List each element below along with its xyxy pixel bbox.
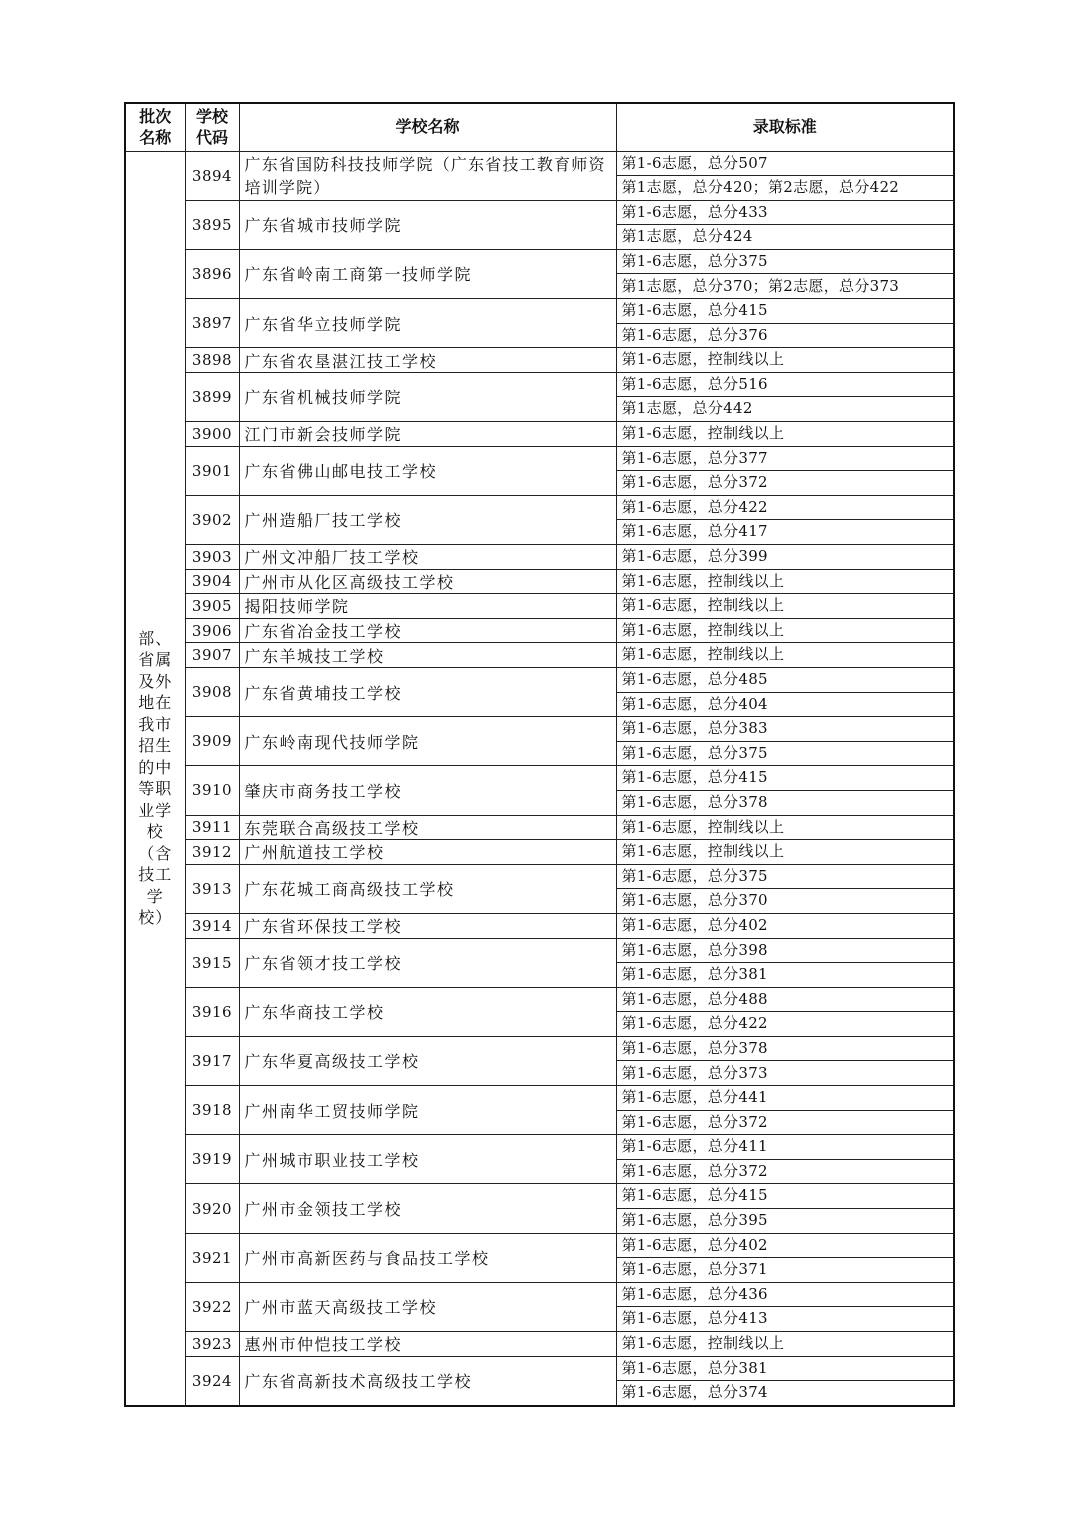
school-code: 3915 bbox=[185, 938, 239, 987]
admission-standard: 第1-6志愿，总分374 bbox=[616, 1381, 954, 1406]
admission-standard: 第1-6志愿，总分422 bbox=[616, 495, 954, 520]
table-row bbox=[125, 1036, 954, 1061]
admission-standard: 第1-6志愿，控制线以上 bbox=[616, 594, 954, 619]
admission-standard: 第1-6志愿，总分415 bbox=[616, 1184, 954, 1209]
school-code: 3924 bbox=[185, 1356, 239, 1406]
admission-standard: 第1-6志愿，控制线以上 bbox=[616, 1332, 954, 1357]
table-row bbox=[125, 1233, 954, 1258]
admission-standard: 第1-6志愿，总分398 bbox=[616, 938, 954, 963]
school-name: 广东省冶金技工学校 bbox=[239, 618, 616, 643]
school-code: 3905 bbox=[185, 594, 239, 619]
admission-standard: 第1-6志愿，总分485 bbox=[616, 667, 954, 692]
admission-standard: 第1-6志愿，总分381 bbox=[616, 1356, 954, 1381]
admission-standard: 第1-6志愿，控制线以上 bbox=[616, 422, 954, 447]
school-name: 广东省高新技术高级技工学校 bbox=[239, 1356, 616, 1406]
school-name: 广东花城工商高级技工学校 bbox=[239, 864, 616, 913]
admission-standard: 第1-6志愿，总分516 bbox=[616, 372, 954, 397]
school-code: 3894 bbox=[185, 151, 239, 200]
school-code: 3920 bbox=[185, 1184, 239, 1233]
school-code: 3909 bbox=[185, 717, 239, 766]
school-name: 广东省环保技工学校 bbox=[239, 913, 616, 938]
header-name: 学校名称 bbox=[239, 103, 616, 151]
school-name: 广东省国防科技技师学院（广东省技工教育师资培训学院） bbox=[239, 151, 616, 200]
school-name: 广东岭南现代技师学院 bbox=[239, 717, 616, 766]
school-code: 3918 bbox=[185, 1086, 239, 1135]
table-row bbox=[125, 1356, 954, 1381]
table-row bbox=[125, 643, 954, 668]
school-code: 3907 bbox=[185, 643, 239, 668]
header-batch: 批次名称 bbox=[125, 103, 185, 151]
school-code: 3912 bbox=[185, 840, 239, 865]
admission-standard: 第1-6志愿，总分402 bbox=[616, 1233, 954, 1258]
admission-standard: 第1-6志愿，总分381 bbox=[616, 963, 954, 988]
school-code: 3900 bbox=[185, 422, 239, 447]
header-code: 学校代码 bbox=[185, 103, 239, 151]
school-code: 3921 bbox=[185, 1233, 239, 1282]
table-row bbox=[125, 815, 954, 840]
admission-standard: 第1-6志愿，总分375 bbox=[616, 741, 954, 766]
school-name: 广东省农垦湛江技工学校 bbox=[239, 348, 616, 373]
table-row bbox=[125, 1282, 954, 1307]
table-row bbox=[125, 938, 954, 963]
table-row bbox=[125, 618, 954, 643]
admission-standard: 第1-6志愿，总分411 bbox=[616, 1135, 954, 1160]
admission-standard: 第1-6志愿，总分415 bbox=[616, 299, 954, 324]
admission-standard: 第1-6志愿，总分433 bbox=[616, 200, 954, 225]
table-row bbox=[125, 913, 954, 938]
admission-standard: 第1-6志愿，总分507 bbox=[616, 151, 954, 176]
table-row bbox=[125, 200, 954, 225]
school-code: 3908 bbox=[185, 667, 239, 716]
admission-standard: 第1-6志愿，控制线以上 bbox=[616, 618, 954, 643]
school-name: 广东省领才技工学校 bbox=[239, 938, 616, 987]
header-standard: 录取标准 bbox=[616, 103, 954, 151]
table-row bbox=[125, 422, 954, 447]
admission-standard: 第1-6志愿，总分372 bbox=[616, 1110, 954, 1135]
table-row bbox=[125, 1184, 954, 1209]
admission-standard: 第1-6志愿，总分378 bbox=[616, 790, 954, 815]
admission-standard: 第1-6志愿，总分417 bbox=[616, 520, 954, 545]
table-row bbox=[125, 667, 954, 692]
admission-standard: 第1-6志愿，总分441 bbox=[616, 1086, 954, 1111]
admission-standard: 第1-6志愿，总分436 bbox=[616, 1282, 954, 1307]
school-name: 东莞联合高级技工学校 bbox=[239, 815, 616, 840]
admission-standard: 第1-6志愿，总分370 bbox=[616, 889, 954, 914]
school-name: 肇庆市商务技工学校 bbox=[239, 766, 616, 815]
school-name: 广州文冲船厂技工学校 bbox=[239, 545, 616, 570]
admission-standard: 第1-6志愿，总分383 bbox=[616, 717, 954, 742]
school-code: 3922 bbox=[185, 1282, 239, 1331]
school-name: 江门市新会技师学院 bbox=[239, 422, 616, 447]
school-code: 3914 bbox=[185, 913, 239, 938]
batch-name-cell: 部、省属及外地在我市招生的中等职业学校（含技工学校） bbox=[125, 151, 185, 1406]
admission-standard: 第1志愿，总分424 bbox=[616, 225, 954, 250]
admission-standard: 第1-6志愿，总分488 bbox=[616, 987, 954, 1012]
admission-standard: 第1-6志愿，总分422 bbox=[616, 1012, 954, 1037]
school-name: 广东华夏高级技工学校 bbox=[239, 1036, 616, 1085]
admission-standard: 第1-6志愿，总分395 bbox=[616, 1209, 954, 1234]
school-name: 广东省机械技师学院 bbox=[239, 372, 616, 421]
school-code: 3899 bbox=[185, 372, 239, 421]
table-row bbox=[125, 1332, 954, 1357]
table-body bbox=[125, 151, 954, 1406]
school-code: 3901 bbox=[185, 446, 239, 495]
admission-standard: 第1-6志愿，控制线以上 bbox=[616, 840, 954, 865]
school-code: 3910 bbox=[185, 766, 239, 815]
admission-standard: 第1-6志愿，总分404 bbox=[616, 692, 954, 717]
school-name: 广东羊城技工学校 bbox=[239, 643, 616, 668]
admission-standard: 第1-6志愿，总分377 bbox=[616, 446, 954, 471]
admission-standard: 第1-6志愿，控制线以上 bbox=[616, 643, 954, 668]
table-row bbox=[125, 840, 954, 865]
admission-standard: 第1志愿，总分442 bbox=[616, 397, 954, 422]
school-code: 3904 bbox=[185, 569, 239, 594]
school-code: 3916 bbox=[185, 987, 239, 1036]
school-code: 3898 bbox=[185, 348, 239, 373]
school-name: 广州城市职业技工学校 bbox=[239, 1135, 616, 1184]
school-name: 广东省岭南工商第一技师学院 bbox=[239, 249, 616, 298]
admission-standard: 第1-6志愿，总分371 bbox=[616, 1258, 954, 1283]
school-name: 广州南华工贸技师学院 bbox=[239, 1086, 616, 1135]
table-row bbox=[125, 717, 954, 742]
admission-standard: 第1-6志愿，总分399 bbox=[616, 545, 954, 570]
school-code: 3896 bbox=[185, 249, 239, 298]
admission-standard: 第1-6志愿，总分402 bbox=[616, 913, 954, 938]
school-name: 广州市高新医药与食品技工学校 bbox=[239, 1233, 616, 1282]
table-row bbox=[125, 299, 954, 324]
admission-standard: 第1-6志愿，总分378 bbox=[616, 1036, 954, 1061]
school-name: 广州造船厂技工学校 bbox=[239, 495, 616, 544]
admission-standard: 第1-6志愿，控制线以上 bbox=[616, 348, 954, 373]
table-row bbox=[125, 569, 954, 594]
admission-standard: 第1-6志愿，总分375 bbox=[616, 249, 954, 274]
table-row bbox=[125, 372, 954, 397]
school-name: 广东省华立技师学院 bbox=[239, 299, 616, 348]
school-name: 广东省黄埔技工学校 bbox=[239, 667, 616, 716]
school-code: 3895 bbox=[185, 200, 239, 249]
school-name: 广东省佛山邮电技工学校 bbox=[239, 446, 616, 495]
admission-standard: 第1-6志愿，控制线以上 bbox=[616, 815, 954, 840]
admission-standard: 第1志愿，总分370；第2志愿，总分373 bbox=[616, 274, 954, 299]
admission-table bbox=[124, 102, 955, 1407]
school-name: 广州航道技工学校 bbox=[239, 840, 616, 865]
school-name: 广州市金领技工学校 bbox=[239, 1184, 616, 1233]
admission-standard: 第1-6志愿，控制线以上 bbox=[616, 569, 954, 594]
school-name: 揭阳技师学院 bbox=[239, 594, 616, 619]
school-name: 广州市蓝天高级技工学校 bbox=[239, 1282, 616, 1331]
table-row bbox=[125, 1086, 954, 1111]
table-row bbox=[125, 766, 954, 791]
table-row bbox=[125, 987, 954, 1012]
admission-standard: 第1-6志愿，总分373 bbox=[616, 1061, 954, 1086]
school-code: 3911 bbox=[185, 815, 239, 840]
school-name: 广州市从化区高级技工学校 bbox=[239, 569, 616, 594]
table-row bbox=[125, 446, 954, 471]
admission-standard: 第1志愿，总分420；第2志愿，总分422 bbox=[616, 176, 954, 201]
table-row bbox=[125, 594, 954, 619]
school-name: 广东省城市技师学院 bbox=[239, 200, 616, 249]
school-code: 3906 bbox=[185, 618, 239, 643]
school-code: 3902 bbox=[185, 495, 239, 544]
school-name: 惠州市仲恺技工学校 bbox=[239, 1332, 616, 1357]
admission-standard: 第1-6志愿，总分376 bbox=[616, 323, 954, 348]
school-code: 3913 bbox=[185, 864, 239, 913]
table-row bbox=[125, 545, 954, 570]
table-row bbox=[125, 348, 954, 373]
table-row bbox=[125, 495, 954, 520]
school-name: 广东华商技工学校 bbox=[239, 987, 616, 1036]
table-header-row bbox=[125, 103, 954, 151]
table-row bbox=[125, 864, 954, 889]
school-code: 3917 bbox=[185, 1036, 239, 1085]
admission-standard: 第1-6志愿，总分415 bbox=[616, 766, 954, 791]
admission-standard: 第1-6志愿，总分413 bbox=[616, 1307, 954, 1332]
school-code: 3919 bbox=[185, 1135, 239, 1184]
table-row bbox=[125, 1135, 954, 1160]
admission-standard: 第1-6志愿，总分372 bbox=[616, 1159, 954, 1184]
school-code: 3923 bbox=[185, 1332, 239, 1357]
school-code: 3903 bbox=[185, 545, 239, 570]
school-code: 3897 bbox=[185, 299, 239, 348]
admission-standard: 第1-6志愿，总分375 bbox=[616, 864, 954, 889]
table-row bbox=[125, 151, 954, 176]
table-row bbox=[125, 249, 954, 274]
admission-standard: 第1-6志愿，总分372 bbox=[616, 471, 954, 496]
